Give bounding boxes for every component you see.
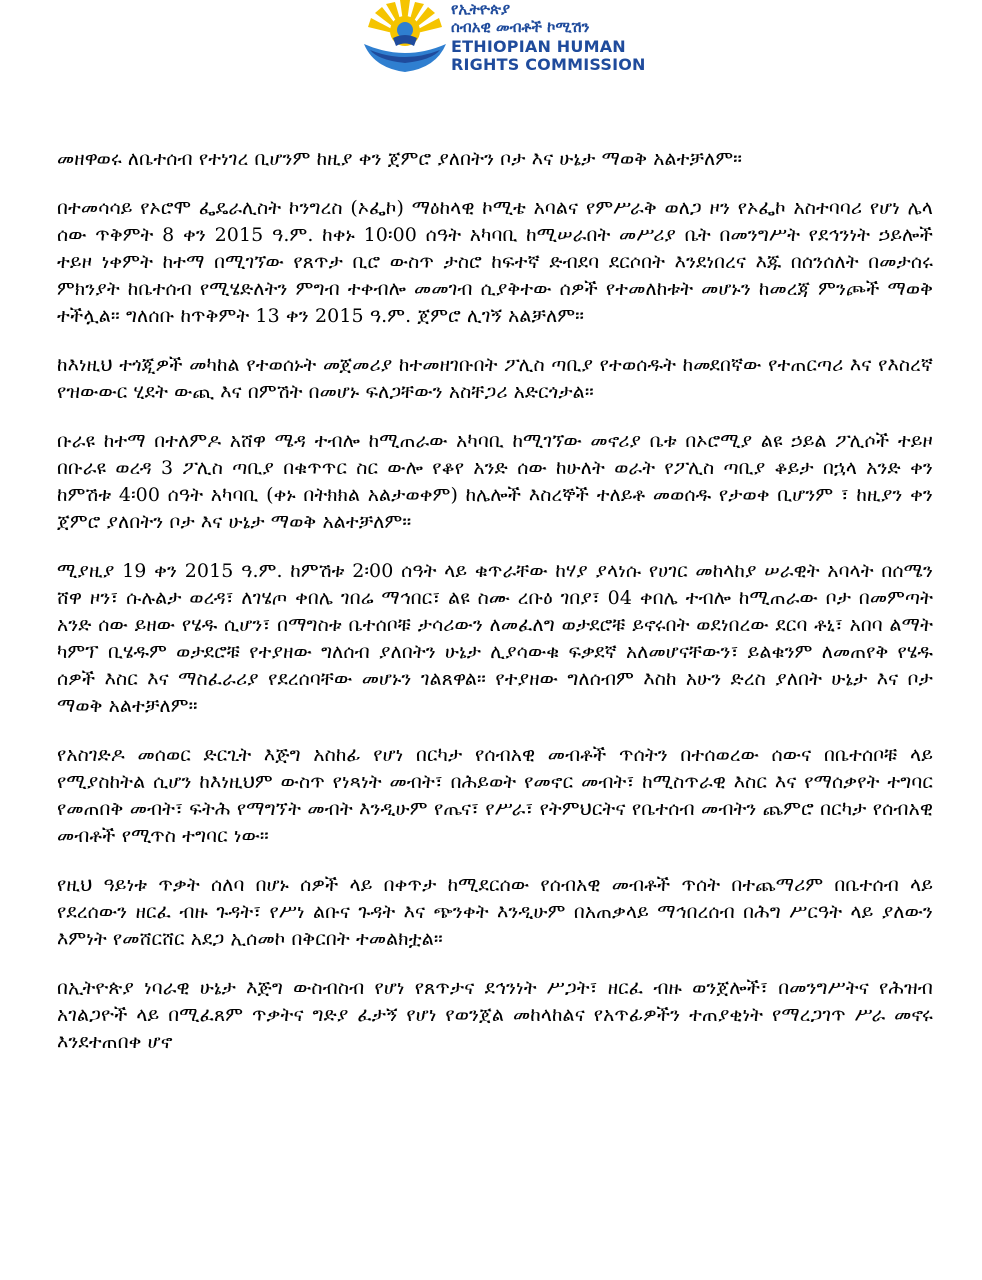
- paragraph: በኢትዮጵያ ነባራዊ ሁኔታ እጅግ ውስብስብ የሆነ የጸጥታና ደኅንነት ሥጋት፣ ዘርፈ ብዙ ወንጀሎች፣ በመንግሥትና የሕዝብ አገልጋዮች ላይ በሚፈጸም ጥቃትና ግድያ ፈታኝ የሆነ የወንጀል መከላከልና የአጥፊዎችን ተጠያቂነት የማረጋገጥ ሥራ መኖሩ እንደተጠበቀ ሆኖ: [57, 977, 933, 1053]
- org-name-english-line1: ETHIOPIAN HUMAN: [451, 36, 626, 56]
- org-name-amharic-line2: ሰብአዊ መብቶች ኮሚሽን: [451, 17, 590, 36]
- commission-logo-icon: [362, 0, 448, 78]
- letterhead: [362, 0, 662, 100]
- paragraph: መዘዋወሩ ለቤተሰብ የተነገረ ቢሆንም ከዚያ ቀን ጀምሮ ያለበትን ቦታ እና ሁኔታ ማወቅ አልተቻለም።: [57, 148, 743, 170]
- org-name-block: [451, 2, 671, 74]
- org-name-english-line2: RIGHTS COMMISSION: [451, 55, 646, 75]
- paragraph: የአስገድዶ መሰወር ድርጊት እጅግ አስከፊ የሆነ በርካታ የሰብአዊ መብቶች ጥሰትን በተሰወረው ሰውና በቤተሰቦቹ ላይ የሚያስከትል ሲሆን ከእነዚህም ውስጥ የነጻነት መብት፣ በሕይወት የመኖር መብት፣ ከሚስጥራዊ እስር እና የማሰቃየት ተግባር የመጠበቅ መብት፣ ፍትሕ የማግኘት መብት እንዲሁም የጤና፣ የሥራ፣ የትምህርትና የቤተሰብ መብትን ጨምሮ በርካታ የሰብአዊ መብቶች የሚጥስ ተግባር ነው።: [57, 744, 933, 847]
- document-body: [57, 146, 933, 1078]
- org-name-amharic-line1: የኢትዮጵያ: [451, 0, 511, 18]
- paragraph: የዚህ ዓይነቱ ጥቃት ሰለባ በሆኑ ሰዎች ላይ በቀጥታ ከሚደርሰው የሰብአዊ መብቶች ጥሰት በተጨማሪም በቤተሰብ ላይ የደረሰውን ዘርፈ ብዙ ጉዳት፣ የሥነ ልቡና ጉዳት እና ጭንቀት እንዲሁም በአጠቃላይ ማኅበረሰብ በሕግ ሥርዓት ላይ ያለውን እምነት የመሸርሸር አደጋ ኢሰመኮ በቅርበት ተመልክቷል።: [57, 874, 933, 950]
- paragraph: ሚያዚያ 19 ቀን 2015 ዓ.ም. ከምሽቱ 2፡00 ሰዓት ላይ ቁጥራቸው ከሃያ ያላነሱ የሀገር መከላከያ ሠራዊት አባላት በሰሜን ሸዋ ዞን፣ ሱሉልታ ወረዳ፣ ለገሄጦ ቀበሌ ገበሬ ማኅበር፣ ልዩ ስሙ ረቡዕ ገበያ፣ 04 ቀበሌ ተብሎ ከሚጠራው ቦታ በመምጣት አንድ ሰው ይዘው የሄዱ ሲሆን፣ በማግስቱ ቤተሰቦቹ ታሳሪውን ለመፈለግ ወታደሮቹ ይኖሩበት ወደነበረው ደርባ ቶኒ፣ አበባ ልማት ካምፕ ቢሄዱም ወታደሮቹ የተያዘው ግለሰብ ያለበትን ሁኔታ ሊያሳውቁ ፍቃደኛ አለመሆናቸውን፣ ይልቁንም ለመጠየቅ የሄዱ ሰዎች እስር እና ማስፈራሪያ የደረሰባቸው መሆኑን ገልጸዋል። የተያዘው ግለሰብም እስከ አሁን ድረስ ያለበት ሁኔታ እና ቦታ ማወቅ አልተቻለም።: [57, 560, 933, 717]
- paragraph: ከእነዚህ ተጎጂዎች መካከል የተወሰኑት መጀመሪያ ከተመዘገቡበት ፖሊስ ጣቢያ የተወሰዱት ከመደበኛው የተጠርጣሪ እና የእስረኛ የዝውውር ሂደት ውጪ እና በምሽት በመሆኑ ፍለጋቸውን አስቸጋሪ አድርጎታል።: [57, 354, 933, 403]
- paragraph: በተመሳሳይ የኦሮሞ ፌዴራሊስት ኮንግረስ (ኦፌኮ) ማዕከላዊ ኮሚቴ አባልና የምሥራቅ ወለጋ ዞን የኦፌኮ አስተባባሪ የሆነ ሌላ ሰው ጥቅምት 8 ቀን 2015 ዓ.ም. ከቀኑ 10፡00 ሰዓት አካባቢ ከሚሠራበት መሥሪያ ቤት በመንግሥት የደኅንነት ኃይሎች ተይዞ ነቀምት ከተማ በሚገኘው የጸጥታ ቢሮ ውስጥ ታስሮ ከፍተኛ ድብደባ ደርሶበት እንደነበረና እጁ በሰንሰለት በመታሰሩ ምክንያት ከቤተሰብ የሚሄድለትን ምግብ ተቀብሎ መመገብ ሲያቅተው ሰዎች የተመለከቱት መሆኑን ከመረጃ ምንጮች ማወቅ ተችሏል። ግለሰቡ ከጥቅምት 13 ቀን 2015 ዓ.ም. ጀምሮ ሊገኝ አልቻለም።: [57, 197, 933, 327]
- paragraph: ቡራዩ ከተማ በተለምዶ አሸዋ ሜዳ ተብሎ ከሚጠራው አካባቢ ከሚገኘው መኖሪያ ቤቱ በኦሮሚያ ልዩ ኃይል ፖሊሶች ተይዞ በቡራዩ ወረዳ 3 ፖሊስ ጣቢያ በቁጥጥር ስር ውሎ የቆየ አንድ ሰው ከሁለት ወራት የፖሊስ ጣቢያ ቆይታ በኋላ አንድ ቀን ከምሽቱ 4፡00 ሰዓት አካባቢ (ቀኑ በትክክል አልታወቀም) ከሌሎች እስረኞች ተለይቶ መወሰዱ የታወቀ ቢሆንም ፣ ከዚያን ቀን ጀምሮ ያለበትን ቦታ እና ሁኔታ ማወቅ አልተቻለም።: [57, 430, 933, 533]
